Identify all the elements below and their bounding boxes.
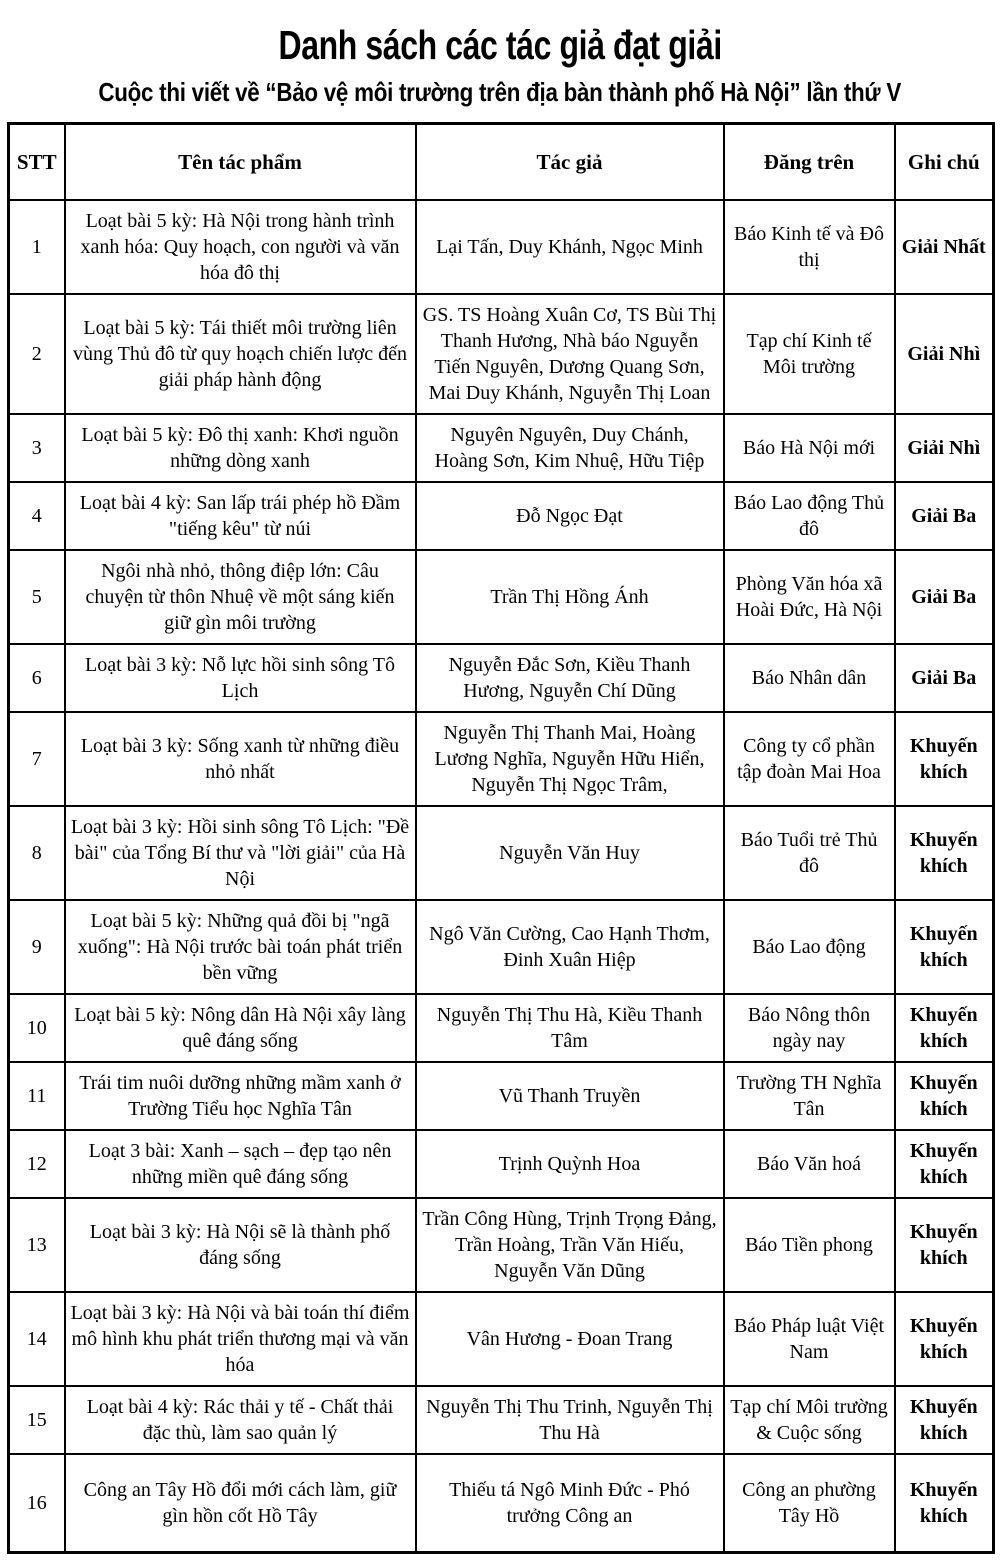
row-published: Báo Văn hoá (724, 1130, 895, 1198)
row-stt: 10 (9, 994, 65, 1062)
row-published: Trường TH Nghĩa Tân (724, 1062, 895, 1130)
table-row (9, 200, 994, 294)
row-note: Khuyến khích (895, 1386, 994, 1454)
row-stt: 7 (9, 712, 65, 806)
row-title: Loạt bài 3 kỳ: Hà Nội và bài toán thí điểm mô hình khu phát triển thương mại và văn hóa (65, 1292, 416, 1386)
row-authors: Nguyễn Văn Huy (416, 806, 724, 900)
row-title: Loạt bài 5 kỳ: Hà Nội trong hành trình xanh hóa: Quy hoạch, con người và văn hóa đô thị (65, 200, 416, 294)
row-note: Khuyến khích (895, 994, 994, 1062)
row-published: Phòng Văn hóa xã Hoài Đức, Hà Nội (724, 550, 895, 644)
row-authors: Nguyễn Đắc Sơn, Kiều Thanh Hương, Nguyễn Chí Dũng (416, 644, 724, 712)
row-published: Tạp chí Kinh tế Môi trường (724, 294, 895, 414)
row-stt: 16 (9, 1454, 65, 1553)
header-row (9, 124, 994, 201)
column-header-note: Ghi chú (895, 124, 994, 201)
column-header-published: Đăng trên (724, 124, 895, 201)
row-stt: 3 (9, 414, 65, 482)
table-row (9, 414, 994, 482)
table-row (9, 1386, 994, 1454)
row-published: Báo Lao động (724, 900, 895, 994)
table-row (9, 1292, 994, 1386)
row-stt: 8 (9, 806, 65, 900)
page-title-text: Danh sách các tác giả đạt giải (278, 22, 722, 68)
row-authors: Đỗ Ngọc Đạt (416, 482, 724, 550)
row-title: Loạt bài 5 kỳ: Nông dân Hà Nội xây làng quê đáng sống (65, 994, 416, 1062)
row-authors: Ngô Văn Cường, Cao Hạnh Thơm, Đinh Xuân Hiệp (416, 900, 724, 994)
row-title: Loạt bài 4 kỳ: Rác thải y tế - Chất thải đặc thù, làm sao quản lý (65, 1386, 416, 1454)
table-row (9, 482, 994, 550)
row-stt: 11 (9, 1062, 65, 1130)
row-note: Giải Nhất (895, 200, 994, 294)
row-authors: Nguyễn Thị Thu Hà, Kiều Thanh Tâm (416, 994, 724, 1062)
row-note: Giải Ba (895, 550, 994, 644)
column-header-stt: STT (9, 124, 65, 201)
column-header-title: Tên tác phẩm (65, 124, 416, 201)
page-title (7, 22, 993, 69)
table-row (9, 1130, 994, 1198)
row-published: Báo Tiền phong (724, 1198, 895, 1292)
row-authors: Trần Thị Hồng Ánh (416, 550, 724, 644)
row-note: Khuyến khích (895, 712, 994, 806)
row-note: Khuyến khích (895, 1130, 994, 1198)
row-stt: 13 (9, 1198, 65, 1292)
row-authors: Vân Hương - Đoan Trang (416, 1292, 724, 1386)
row-note: Khuyến khích (895, 1292, 994, 1386)
row-authors: Vũ Thanh Truyền (416, 1062, 724, 1130)
table-row (9, 294, 994, 414)
row-note: Giải Ba (895, 644, 994, 712)
table-row (9, 550, 994, 644)
row-stt: 4 (9, 482, 65, 550)
row-authors: Trịnh Quỳnh Hoa (416, 1130, 724, 1198)
row-stt: 14 (9, 1292, 65, 1386)
row-stt: 2 (9, 294, 65, 414)
awards-table (7, 122, 995, 1554)
row-authors: Lại Tấn, Duy Khánh, Ngọc Minh (416, 200, 724, 294)
row-title: Loạt bài 5 kỳ: Đô thị xanh: Khơi nguồn những dòng xanh (65, 414, 416, 482)
row-stt: 12 (9, 1130, 65, 1198)
column-header-authors: Tác giả (416, 124, 724, 201)
row-title: Loạt bài 5 kỳ: Những quả đồi bị "ngã xuống": Hà Nội trước bài toán phát triển bền vững (65, 900, 416, 994)
table-row (9, 806, 994, 900)
row-published: Báo Tuổi trẻ Thủ đô (724, 806, 895, 900)
row-authors: Nguyễn Thị Thanh Mai, Hoàng Lương Nghĩa, Nguyễn Hữu Hiển, Nguyễn Thị Ngọc Trâm, (416, 712, 724, 806)
row-note: Giải Nhì (895, 294, 994, 414)
row-published: Tạp chí Môi trường & Cuộc sống (724, 1386, 895, 1454)
row-title: Loạt bài 4 kỳ: San lấp trái phép hồ Đầm "tiếng kêu" từ núi (65, 482, 416, 550)
table-row (9, 1198, 994, 1292)
row-stt: 6 (9, 644, 65, 712)
row-title: Loạt bài 3 kỳ: Hồi sinh sông Tô Lịch: "Đề bài" của Tổng Bí thư và "lời giải" của Hà Nội (65, 806, 416, 900)
table-row (9, 644, 994, 712)
row-stt: 9 (9, 900, 65, 994)
table-row (9, 1454, 994, 1553)
table-row (9, 1062, 994, 1130)
table-row (9, 900, 994, 994)
table-header (9, 124, 994, 201)
row-published: Báo Hà Nội mới (724, 414, 895, 482)
row-title: Trái tim nuôi dưỡng những mầm xanh ở Trường Tiểu học Nghĩa Tân (65, 1062, 416, 1130)
row-title: Loạt 3 bài: Xanh – sạch – đẹp tạo nên những miền quê đáng sống (65, 1130, 416, 1198)
row-note: Khuyến khích (895, 1454, 994, 1553)
row-note: Khuyến khích (895, 1062, 994, 1130)
row-title: Loạt bài 3 kỳ: Hà Nội sẽ là thành phố đáng sống (65, 1198, 416, 1292)
row-published: Báo Pháp luật Việt Nam (724, 1292, 895, 1386)
row-title: Loạt bài 3 kỳ: Sống xanh từ những điều nhỏ nhất (65, 712, 416, 806)
row-note: Giải Nhì (895, 414, 994, 482)
row-authors: Thiếu tá Ngô Minh Đức - Phó trưởng Công an (416, 1454, 724, 1553)
page-subtitle (7, 77, 993, 108)
row-title: Công an Tây Hồ đổi mới cách làm, giữ gìn hồn cốt Hồ Tây (65, 1454, 416, 1553)
row-note: Khuyến khích (895, 900, 994, 994)
row-authors: GS. TS Hoàng Xuân Cơ, TS Bùi Thị Thanh Hương, Nhà báo Nguyễn Tiến Nguyên, Dương Quang Sơn, Mai Duy Khánh, Nguyễn Thị Loan (416, 294, 724, 414)
table-row (9, 994, 994, 1062)
row-stt: 15 (9, 1386, 65, 1454)
row-authors: Nguyễn Thị Thu Trinh, Nguyễn Thị Thu Hà (416, 1386, 724, 1454)
row-published: Công ty cổ phần tập đoàn Mai Hoa (724, 712, 895, 806)
row-note: Khuyến khích (895, 806, 994, 900)
table-body (9, 200, 994, 1553)
row-note: Khuyến khích (895, 1198, 994, 1292)
table-row (9, 712, 994, 806)
row-title: Loạt bài 3 kỳ: Nỗ lực hồi sinh sông Tô Lịch (65, 644, 416, 712)
row-note: Giải Ba (895, 482, 994, 550)
row-stt: 1 (9, 200, 65, 294)
row-title: Loạt bài 5 kỳ: Tái thiết môi trường liên vùng Thủ đô từ quy hoạch chiến lược đến giải pháp hành động (65, 294, 416, 414)
row-published: Báo Lao động Thủ đô (724, 482, 895, 550)
page-subtitle-text: Cuộc thi viết về “Bảo vệ môi trường trên địa bàn thành phố Hà Nội” lần thứ V (98, 77, 902, 107)
row-authors: Nguyên Nguyên, Duy Chánh, Hoàng Sơn, Kim Nhuệ, Hữu Tiệp (416, 414, 724, 482)
row-authors: Trần Công Hùng, Trịnh Trọng Đảng, Trần Hoàng, Trần Văn Hiếu, Nguyễn Văn Dũng (416, 1198, 724, 1292)
row-published: Báo Kinh tế và Đô thị (724, 200, 895, 294)
row-stt: 5 (9, 550, 65, 644)
row-published: Công an phường Tây Hồ (724, 1454, 895, 1553)
row-published: Báo Nông thôn ngày nay (724, 994, 895, 1062)
row-published: Báo Nhân dân (724, 644, 895, 712)
row-title: Ngôi nhà nhỏ, thông điệp lớn: Câu chuyện từ thôn Nhuệ về một sáng kiến giữ gìn môi trường (65, 550, 416, 644)
